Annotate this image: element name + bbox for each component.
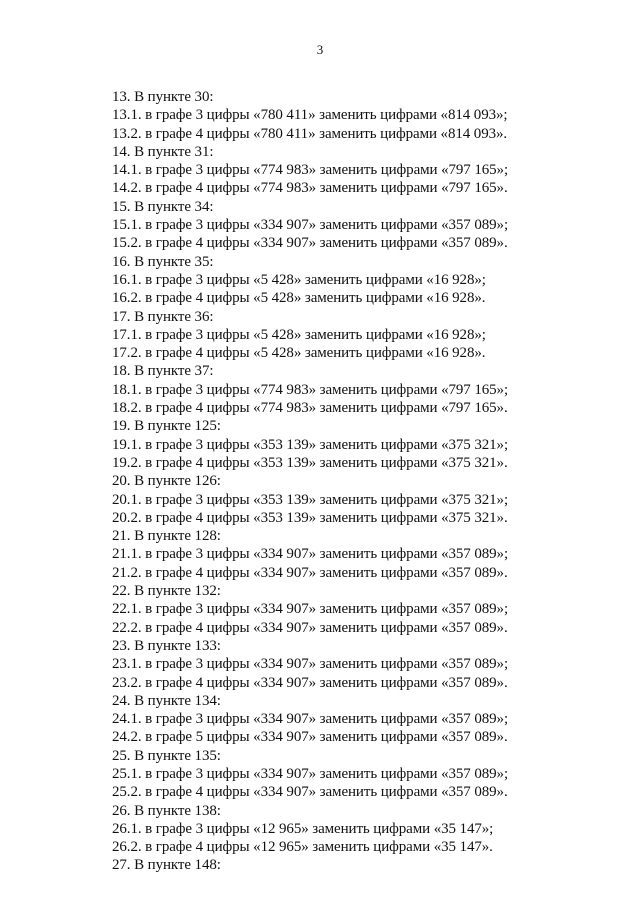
document-line: 17.2. в графе 4 цифры «5 428» заменить цифрами «16 928». xyxy=(112,345,486,362)
document-line: 13.2. в графе 4 цифры «780 411» заменить цифрами «814 093». xyxy=(112,125,508,142)
document-line: 14.2. в графе 4 цифры «774 983» заменить цифрами «797 165». xyxy=(112,180,508,197)
document-line: 16. В пункте 35: xyxy=(112,253,214,270)
document-line: 23.1. в графе 3 цифры «334 907» заменить цифрами «357 089»; xyxy=(112,656,509,673)
document-line: 13. В пункте 30: xyxy=(112,89,214,105)
page-number: 3 xyxy=(316,42,324,57)
document-line: 24.2. в графе 5 цифры «334 907» заменить цифрами «357 089». xyxy=(112,729,508,746)
document-line: 14.1. в графе 3 цифры «774 983» заменить цифрами «797 165»; xyxy=(112,162,509,179)
document-line: 22. В пункте 132: xyxy=(112,583,221,600)
document-line: 25.1. в графе 3 цифры «334 907» заменить цифрами «357 089»; xyxy=(112,765,509,782)
document-line: 18.1. в графе 3 цифры «774 983» заменить цифрами «797 165»; xyxy=(112,381,509,398)
document-line: 19.2. в графе 4 цифры «353 139» заменить цифрами «375 321». xyxy=(112,454,508,471)
document-line: 21.2. в графе 4 цифры «334 907» заменить цифрами «357 089». xyxy=(112,564,508,581)
document-line: 26.1. в графе 3 цифры «12 965» заменить цифрами «35 147»; xyxy=(112,820,494,837)
document-line: 13.1. в графе 3 цифры «780 411» заменить цифрами «814 093»; xyxy=(112,107,508,124)
document-line: 25. В пункте 135: xyxy=(112,747,221,764)
document-line: 16.1. в графе 3 цифры «5 428» заменить цифрами «16 928»; xyxy=(112,271,486,288)
document-line: 18. В пункте 37: xyxy=(112,363,214,380)
document-line: 15.2. в графе 4 цифры «334 907» заменить цифрами «357 089». xyxy=(112,235,508,252)
document-line: 22.1. в графе 3 цифры «334 907» заменить цифрами «357 089»; xyxy=(112,601,509,618)
document-line: 19. В пункте 125: xyxy=(112,418,221,435)
document-body xyxy=(112,88,582,875)
document-line: 22.2. в графе 4 цифры «334 907» заменить цифрами «357 089». xyxy=(112,619,508,636)
document-line: 21. В пункте 128: xyxy=(112,528,221,545)
document-line: 17.1. в графе 3 цифры «5 428» заменить цифрами «16 928»; xyxy=(112,326,486,343)
document-line: 19.1. в графе 3 цифры «353 139» заменить цифрами «375 321»; xyxy=(112,436,509,453)
document-line: 24.1. в графе 3 цифры «334 907» заменить цифрами «357 089»; xyxy=(112,711,509,728)
document-line: 23.2. в графе 4 цифры «334 907» заменить цифрами «357 089». xyxy=(112,674,508,691)
document-line: 17. В пункте 36: xyxy=(112,308,214,325)
document-line: 26.2. в графе 4 цифры «12 965» заменить цифрами «35 147». xyxy=(112,839,493,856)
document-line: 25.2. в графе 4 цифры «334 907» заменить цифрами «357 089». xyxy=(112,784,508,801)
document-line: 27. В пункте 148: xyxy=(112,857,221,874)
document-line: 16.2. в графе 4 цифры «5 428» заменить цифрами «16 928». xyxy=(112,290,486,307)
document-line: 18.2. в графе 4 цифры «774 983» заменить цифрами «797 165». xyxy=(112,400,508,417)
document-line: 24. В пункте 134: xyxy=(112,692,221,709)
document-line: 20. В пункте 126: xyxy=(112,473,221,490)
document-line: 14. В пункте 31: xyxy=(112,143,214,160)
document-line: 15. В пункте 34: xyxy=(112,198,214,215)
document-line: 15.1. в графе 3 цифры «334 907» заменить цифрами «357 089»; xyxy=(112,217,509,234)
document-line: 20.1. в графе 3 цифры «353 139» заменить цифрами «375 321»; xyxy=(112,491,509,508)
document-line: 26. В пункте 138: xyxy=(112,802,221,819)
document-line: 20.2. в графе 4 цифры «353 139» заменить цифрами «375 321». xyxy=(112,509,508,526)
document-line: 23. В пункте 133: xyxy=(112,637,221,654)
document-line: 21.1. в графе 3 цифры «334 907» заменить цифрами «357 089»; xyxy=(112,546,509,563)
